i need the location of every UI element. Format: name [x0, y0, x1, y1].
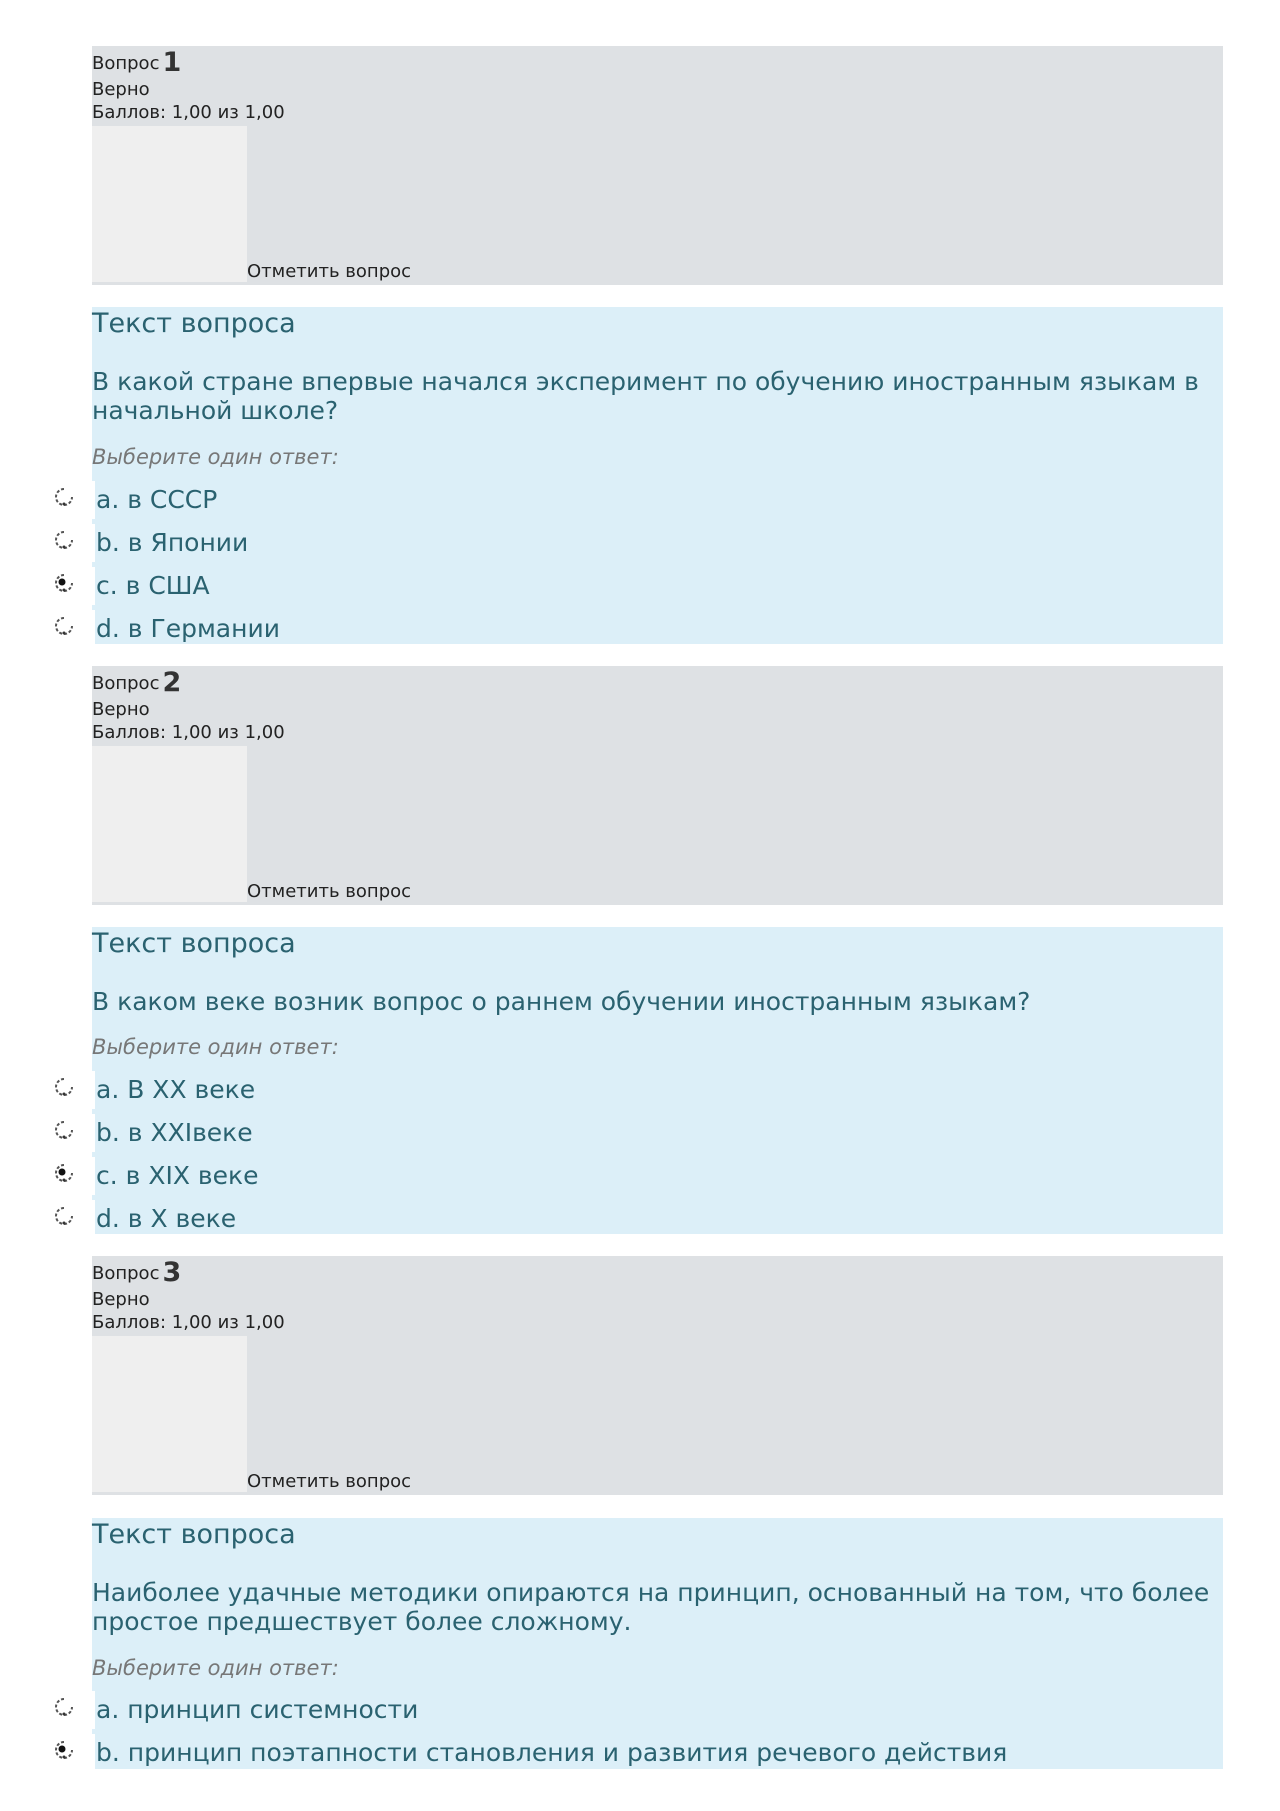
flag-question-link[interactable]: Отметить вопрос: [247, 261, 412, 282]
question-label: Вопрос: [92, 673, 160, 694]
radio-button-selected[interactable]: [50, 1157, 95, 1195]
radio-button-selected[interactable]: [50, 1734, 95, 1772]
question-title: [92, 668, 181, 699]
question-info-3: [92, 1256, 1223, 1495]
radio-button[interactable]: [50, 524, 95, 562]
answer-option[interactable]: b. в Японии: [96, 528, 249, 557]
question-content-1: [92, 307, 1223, 644]
answer-option[interactable]: a. принцип системности: [96, 1695, 419, 1724]
answer-prompt: Выберите один ответ:: [92, 1035, 339, 1059]
question-grade: Баллов: 1,00 из 1,00: [92, 1312, 285, 1333]
question-text: В какой стране впервые начался эксперимент по обучению иностранным языкам в начальной школе?: [92, 367, 1199, 425]
answer-option[interactable]: c. в XIX веке: [96, 1161, 259, 1190]
question-info-1: [92, 46, 1223, 285]
question-label: Вопрос: [92, 53, 160, 74]
answer-option[interactable]: b. в XXIвеке: [96, 1118, 253, 1147]
flag-question-link[interactable]: Отметить вопрос: [247, 881, 412, 902]
question-text-header: Текст вопроса: [92, 1519, 296, 1550]
radio-button[interactable]: [50, 1071, 95, 1109]
flag-question-link[interactable]: Отметить вопрос: [247, 1471, 412, 1492]
question-state: Верно: [92, 699, 150, 720]
radio-button[interactable]: [50, 610, 95, 648]
radio-button-selected[interactable]: [50, 567, 95, 605]
radio-button[interactable]: [50, 481, 95, 519]
radio-button[interactable]: [50, 1200, 95, 1238]
question-number: 1: [162, 47, 182, 78]
radio-button[interactable]: [50, 1114, 95, 1152]
flag-icon[interactable]: [92, 746, 247, 902]
question-title: [92, 48, 181, 79]
answer-prompt: Выберите один ответ:: [92, 1656, 339, 1680]
answer-option[interactable]: d. в Германии: [96, 614, 280, 643]
answer-option[interactable]: b. принцип поэтапности становления и развития речевого действия: [96, 1738, 1008, 1767]
answer-option[interactable]: a. В XX веке: [96, 1075, 256, 1104]
question-state: Верно: [92, 1289, 150, 1310]
answer-option[interactable]: d. в X веке: [96, 1204, 237, 1233]
question-info-2: [92, 666, 1223, 905]
question-text-header: Текст вопроса: [92, 928, 296, 959]
question-label: Вопрос: [92, 1263, 160, 1284]
question-content-2: [92, 927, 1223, 1234]
question-number: 3: [162, 1257, 182, 1288]
question-number: 2: [162, 667, 182, 698]
question-text: Наиболее удачные методики опираются на принцип, основанный на том, что более простое предшествует более сложному.: [92, 1578, 1210, 1636]
question-text-header: Текст вопроса: [92, 308, 296, 339]
flag-icon[interactable]: [92, 1336, 247, 1492]
question-title: [92, 1258, 181, 1289]
question-state: Верно: [92, 79, 150, 100]
radio-button[interactable]: [50, 1691, 95, 1729]
answer-option[interactable]: a. в СССР: [96, 485, 218, 514]
answer-prompt: Выберите один ответ:: [92, 445, 339, 469]
answer-option[interactable]: c. в США: [96, 571, 210, 600]
question-content-3: [92, 1518, 1223, 1769]
question-grade: Баллов: 1,00 из 1,00: [92, 102, 285, 123]
flag-icon[interactable]: [92, 126, 247, 282]
question-grade: Баллов: 1,00 из 1,00: [92, 722, 285, 743]
question-text: В каком веке возник вопрос о раннем обучении иностранным языкам?: [92, 987, 1031, 1016]
